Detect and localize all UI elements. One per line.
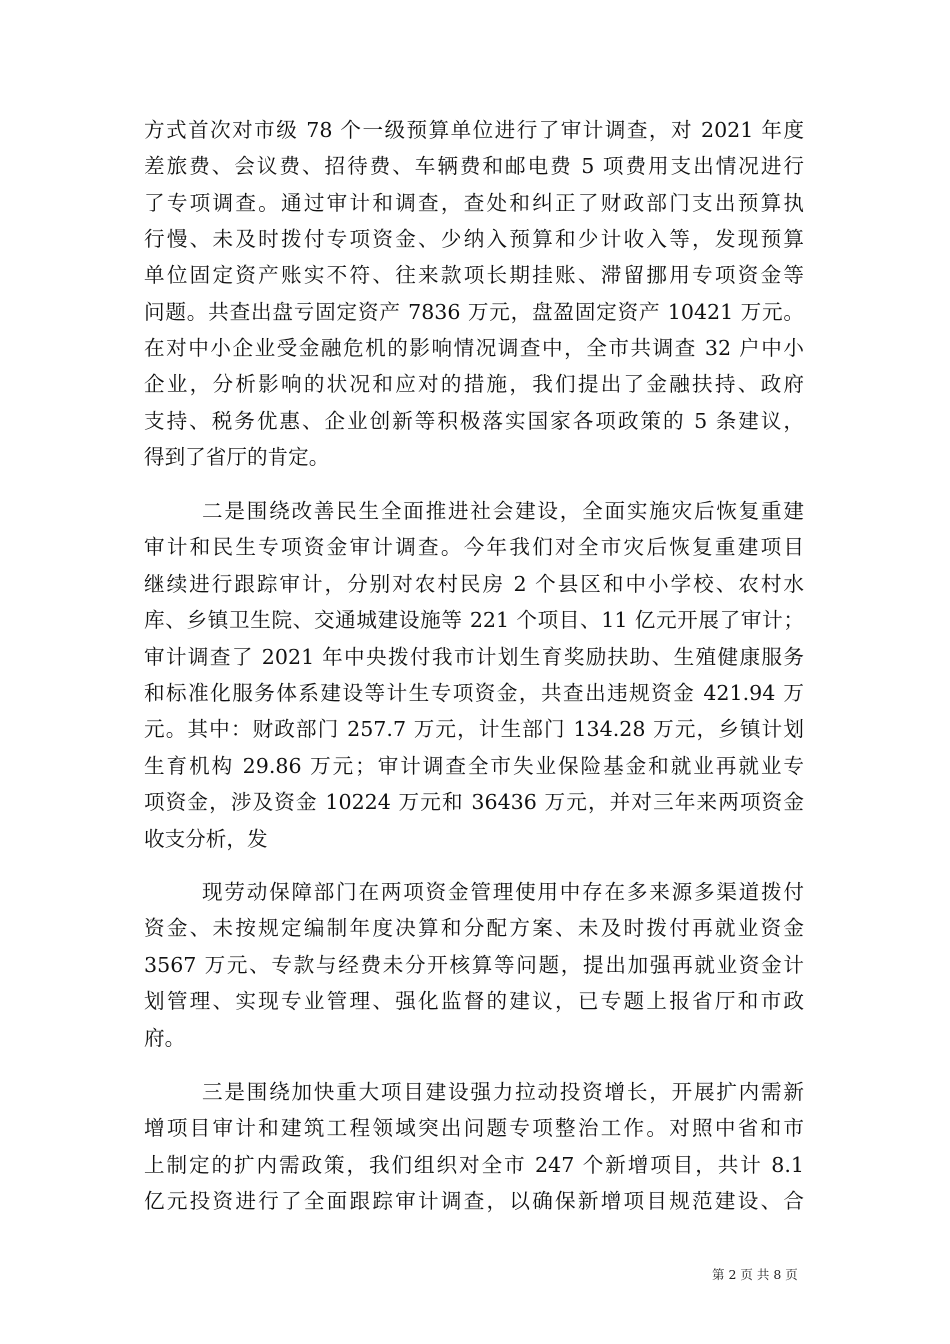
text-line: 支持、税务优惠、企业创新等积极落实国家各项政策的 5 条建议， xyxy=(144,409,804,433)
paragraph-start-line: 三是围绕加快重大项目建设强力拉动投资增长，开展扩内需新 xyxy=(202,1080,804,1104)
text-line: 单位固定资产账实不符、往来款项长期挂账、滞留挪用专项资金等 xyxy=(144,263,804,287)
text-line: 行慢、未及时拨付专项资金、少纳入预算和少计收入等，发现预算 xyxy=(144,227,804,251)
text-line: 和标准化服务体系建设等计生专项资金，共查出违规资金 421.94 万 xyxy=(144,681,804,705)
text-line: 差旅费、会议费、招待费、车辆费和邮电费 5 项费用支出情况进行 xyxy=(144,154,804,178)
text-line: 上制定的扩内需政策，我们组织对全市 247 个新增项目，共计 8.1 xyxy=(144,1153,804,1177)
text-line: 方式首次对市级 78 个一级预算单位进行了审计调查，对 2021 年度 xyxy=(144,118,804,142)
text-line: 元。其中：财政部门 257.7 万元，计生部门 134.28 万元，乡镇计划 xyxy=(144,717,804,741)
text-line: 亿元投资进行了全面跟踪审计调查，以确保新增项目规范建设、合 xyxy=(144,1189,804,1213)
text-line: 得到了省厅的肯定。 xyxy=(144,445,330,469)
paragraph-start-line: 二是围绕改善民生全面推进社会建设，全面实施灾后恢复重建 xyxy=(202,499,804,523)
text-line: 库、乡镇卫生院、交通城建设施等 221 个项目、11 亿元开展了审计； xyxy=(144,608,804,632)
text-line: 审计调查了 2021 年中央拨付我市计划生育奖励扶助、生殖健康服务 xyxy=(144,645,804,669)
text-line: 项资金，涉及资金 10224 万元和 36436 万元，并对三年来两项资金 xyxy=(144,790,804,814)
text-line: 划管理、实现专业管理、强化监督的建议，已专题上报省厅和市政 xyxy=(144,989,804,1013)
text-line: 生育机构 29.86 万元；审计调查全市失业保险基金和就业再就业专 xyxy=(144,754,804,778)
page-number: 第 2 页 共 8 页 xyxy=(712,1267,798,1282)
text-line: 问题。共查出盘亏固定资产 7836 万元，盘盈固定资产 10421 万元。 xyxy=(144,300,804,324)
text-line: 继续进行跟踪审计，分别对农村民房 2 个县区和中小学校、农村水 xyxy=(144,572,804,596)
text-line: 资金、未按规定编制年度决算和分配方案、未及时拨付再就业资金 xyxy=(144,916,804,940)
paragraph-start-line: 现劳动保障部门在两项资金管理使用中存在多来源多渠道拨付 xyxy=(202,880,804,904)
text-line: 府。 xyxy=(144,1026,186,1050)
text-line: 3567 万元、专款与经费未分开核算等问题，提出加强再就业资金计 xyxy=(144,953,804,977)
text-line: 审计和民生专项资金审计调查。今年我们对全市灾后恢复重建项目 xyxy=(144,535,804,559)
text-line: 收支分析，发 xyxy=(144,827,268,851)
text-line: 增项目审计和建筑工程领域突出问题专项整治工作。对照中省和市 xyxy=(144,1116,804,1140)
text-line: 在对中小企业受金融危机的影响情况调查中，全市共调查 32 户中小 xyxy=(144,336,804,360)
text-line: 企业，分析影响的状况和应对的措施，我们提出了金融扶持、政府 xyxy=(144,372,804,396)
text-line: 了专项调查。通过审计和调查，查处和纠正了财政部门支出预算执 xyxy=(144,191,804,215)
